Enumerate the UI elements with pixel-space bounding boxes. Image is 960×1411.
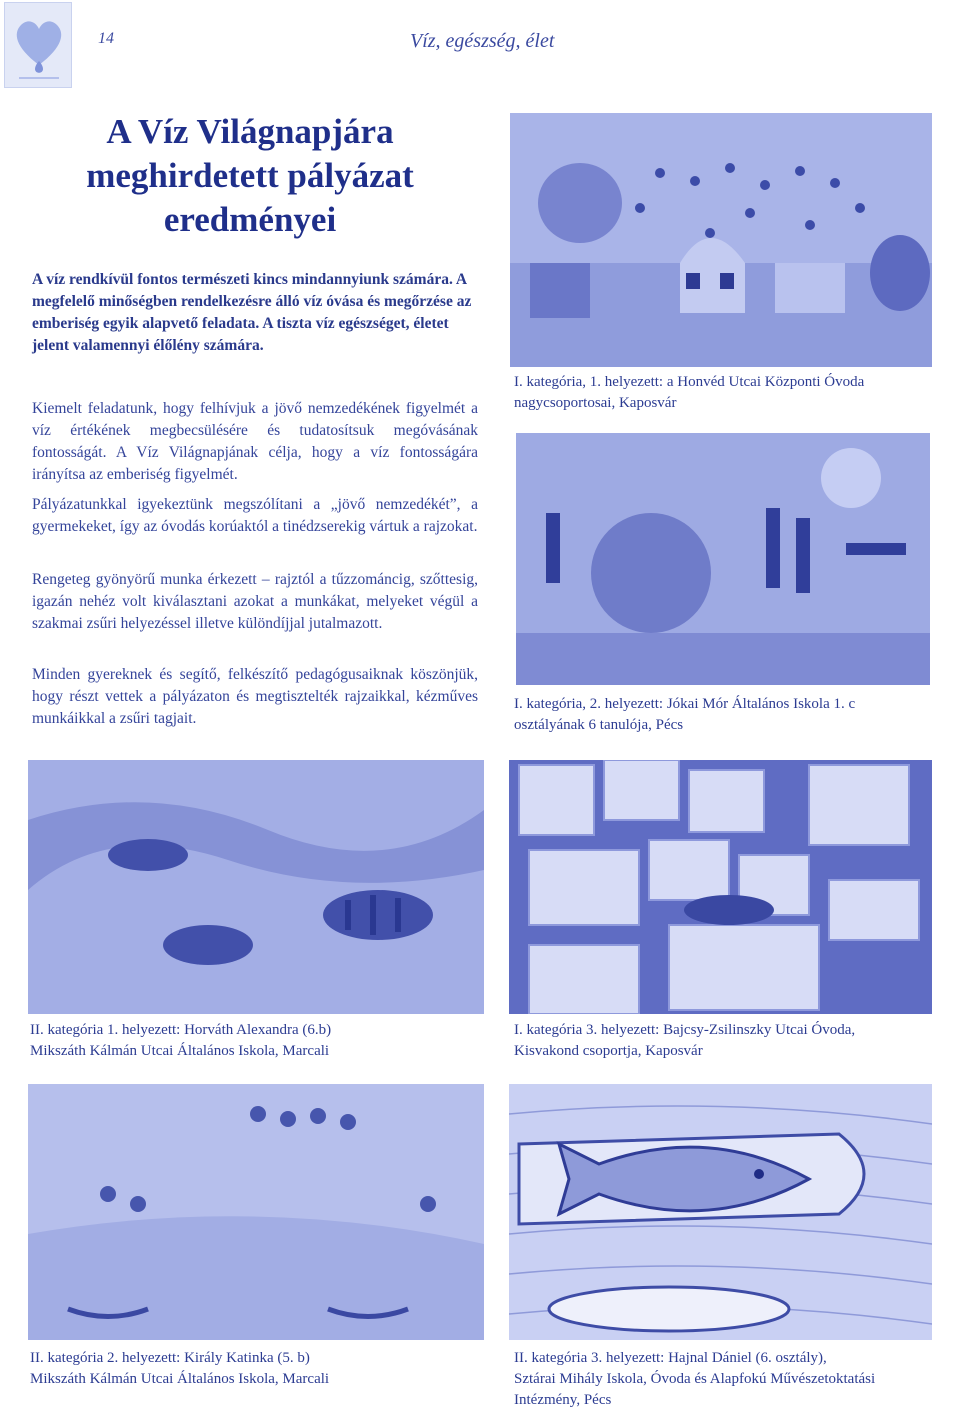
body-paragraph: Pályázatunkkal igyekeztünk megszólítani a „jövő nemzedékét”, a gyermekeket, így az óvodás korúaktól a tinédzserekig vártuk a rajzokat. — [32, 496, 478, 535]
artwork-photo-river-people — [28, 1084, 484, 1340]
artwork-photo-fishermen — [516, 433, 930, 685]
article-title: A Víz Világnapjára meghirdetett pályázat eredményei — [86, 112, 414, 239]
article-lead: A víz rendkívül fontos természeti kincs mindannyiunk számára. A megfelelő minőségben rendelkezésre álló víz óvása és megőrzése az emberiség egyik alapvető feladata. A tiszta víz egészséget, életet jelent valamennyi élőlény számára. — [32, 271, 472, 354]
publication-logo — [4, 2, 72, 88]
body-paragraph: Rengeteg gyönyörű munka érkezett – rajztól a tűzzománcig, szőttesig, igazán nehéz volt kiválasztani azokat a munkákat, melyeket végül a szakmai zsűri helyezéssel illetve különdíjjal jutalmazott. — [32, 571, 478, 632]
artwork-caption: I. kategória 3. helyezett: Bajcsy-Zsilinszky Utcai Óvoda, Kisvakond csoportja, Kaposvár — [514, 1022, 856, 1059]
artwork-photo-fish-bottle — [509, 1084, 932, 1340]
artwork-caption: I. kategória, 1. helyezett: a Honvéd Utcai Központi Óvoda nagycsoportosai, Kaposvár — [514, 374, 865, 411]
artwork-photo-rain-village — [510, 113, 932, 367]
page-number: 14 — [98, 30, 114, 47]
body-paragraph: Kiemelt feladatunk, hogy felhívjuk a jövő nemzedékének figyelmét a víz értékének megbecsülésére és tudatosítsuk megóvásának fontosságát. A Víz Világnapjának célja, hogy a víz fontosságára irányítsa az emberiség figyelmét. — [32, 400, 478, 483]
heart-water-drop-icon — [5, 3, 73, 89]
body-paragraph: Minden gyereknek és segítő, felkészítő pedagógusaiknak köszönjük, hogy részt vettek a pályázaton és megtisztelték rajzaikkal, kézműves munkáikkal a zsűri tagjait. — [32, 666, 478, 727]
artwork-caption: II. kategória 1. helyezett: Horváth Alexandra (6.b) Mikszáth Kálmán Utcai Általános Iskola, Marcali — [30, 1022, 332, 1059]
artwork-photo-drawing-board — [509, 760, 932, 1014]
artwork-photo-fish-painting — [28, 760, 484, 1014]
artwork-caption: II. kategória 2. helyezett: Király Katinka (5. b) Mikszáth Kálmán Utcai Általános Iskola, Marcali — [30, 1350, 330, 1387]
artwork-caption: I. kategória, 2. helyezett: Jókai Mór Általános Iskola 1. c osztályának 6 tanulója, Pécs — [514, 696, 856, 733]
running-title: Víz, egészség, élet — [410, 30, 555, 52]
artwork-caption: II. kategória 3. helyezett: Hajnal Dániel (6. osztály), Sztárai Mihály Iskola, Óvoda és Alapfokú Művészetoktatási Intézmény, Pécs — [514, 1350, 876, 1408]
